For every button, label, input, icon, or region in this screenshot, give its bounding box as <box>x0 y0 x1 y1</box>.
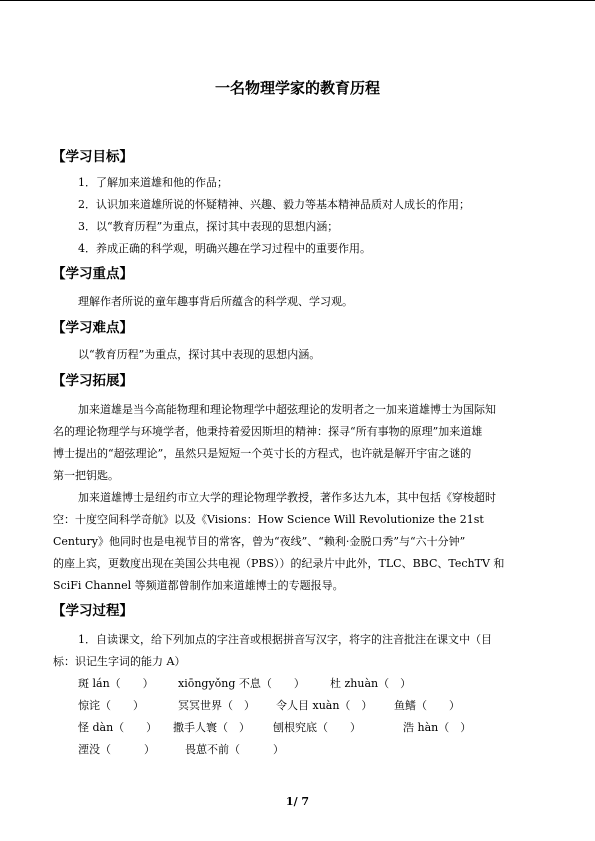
vocab-item: 刨根究底（ ） <box>273 721 361 734</box>
extension-para1-line: 名的理论物理学与环境学者，他秉持着爱因斯坦的精神：探寻“所有事物的原理”加来道雄 <box>53 425 483 438</box>
extension-para2-line: Century》他同时也是电视节目的常客，曾为“夜线”、“赖利·金脱口秀”与“六十分钟” <box>53 535 466 548</box>
section-heading-difficult: 【学习难点】 <box>52 320 133 336</box>
section-heading-process: 【学习过程】 <box>52 603 133 619</box>
vocab-item: xiōngyǒng 不息（ ） <box>178 677 305 690</box>
vocab-item: 鱼鳍（ ） <box>394 699 460 712</box>
vocab-item: 畏葸不前（ ） <box>185 743 284 756</box>
vocab-item: 斑 lán（ ） <box>78 677 154 690</box>
vocab-item: 惊诧（ ） <box>78 699 144 712</box>
extension-para1-line: 博士提出的“超弦理论”，虽然只是短短一个英寸长的方程式，也许就是解开宇宙之谜的 <box>53 447 472 460</box>
goal-item: 3．以“教育历程”为重点，探讨其中表现的思想内涵； <box>78 220 339 233</box>
vocab-item: 杜 zhuàn（ ） <box>330 677 412 690</box>
process-intro-line: 1．自读课文，给下列加点的字注音或根据拼音写汉字，将字的注音批注在课文中（目 <box>78 633 492 646</box>
extension-para2-line: 空：十度空间科学奇航》以及《Visions：How Science Will Revolutionize the 21st <box>53 513 484 526</box>
goal-item: 2．认识加来道雄所说的怀疑精神、兴趣、毅力等基本精神品质对人成长的作用； <box>78 198 470 211</box>
extension-para1-line: 第一把钥匙。 <box>53 469 119 482</box>
top-rule <box>0 0 595 1</box>
key-point-text: 理解作者所说的童年趣事背后所蕴含的科学观、学习观。 <box>78 295 353 308</box>
section-heading-extension: 【学习拓展】 <box>52 373 133 389</box>
section-heading-key: 【学习重点】 <box>52 266 133 282</box>
vocab-item: 冥冥世界（ ） <box>178 699 255 712</box>
vocab-item: 怪 dàn（ ） <box>78 721 158 734</box>
process-intro-line: 标：识记生字词的能力 A） <box>53 655 186 668</box>
page-title: 一名物理学家的教育历程 <box>214 79 380 97</box>
extension-para2-line: SciFi Channel 等频道都曾制作加来道雄博士的专题报导。 <box>53 579 344 592</box>
vocab-item: 湮没（ ） <box>78 743 155 756</box>
section-heading-goals: 【学习目标】 <box>52 149 133 165</box>
vocab-item: 浩 hàn（ ） <box>403 721 472 734</box>
extension-para2-line: 的座上宾，更数度出现在美国公共电视（PBS））的纪录片中此外，TLC、BBC、TechTV 和 <box>53 557 505 570</box>
difficult-point-text: 以“教育历程”为重点，探讨其中表现的思想内涵。 <box>78 348 321 361</box>
goal-item: 4．养成正确的科学观，明确兴趣在学习过程中的重要作用。 <box>78 242 371 255</box>
extension-para1-line: 加来道雄是当今高能物理和理论物理学中超弦理论的发明者之一加来道雄博士为国际知 <box>78 403 496 416</box>
vocab-item: 撒手人寰（ ） <box>173 721 250 734</box>
extension-para2-line: 加来道雄博士是纽约市立大学的理论物理学教授，著作多达九本，其中包括《穿梭超时 <box>78 491 496 504</box>
page-number: 1/ 7 <box>285 795 310 808</box>
goal-item: 1．了解加来道雄和他的作品； <box>78 176 228 189</box>
vocab-item: 令人目 xuàn（ ） <box>276 699 373 712</box>
